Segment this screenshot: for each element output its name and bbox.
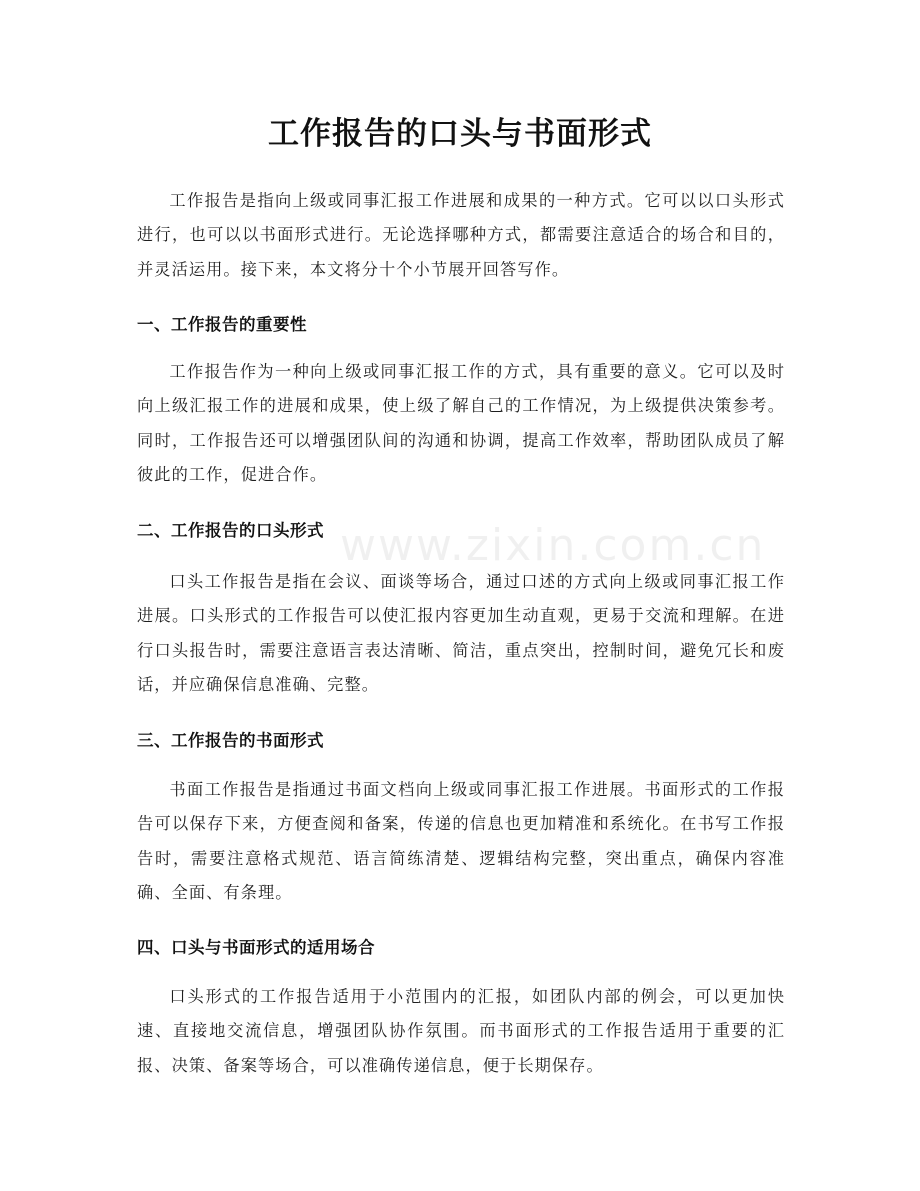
section-4-heading: 四、口头与书面形式的适用场合 bbox=[137, 938, 375, 957]
document-title: 工作报告的口头与书面形式 bbox=[268, 116, 652, 152]
watermark: www.zixin.com.cn bbox=[340, 520, 766, 571]
section-4-body: 口头形式的工作报告适用于小范围内的汇报，如团队内部的例会，可以更加快速、直接地交流信息，增强团队协作氛围。而书面形式的工作报告适用于重要的汇报、决策、备案等场合，可以准确传递信息，便于长期保存。 bbox=[137, 987, 785, 1075]
section-1-body: 工作报告作为一种向上级或同事汇报工作的方式，具有重要的意义。它可以及时向上级汇报工作的进展和成果，使上级了解自己的工作情况，为上级提供决策参考。同时，工作报告还可以增强团队间的沟通和协调，提高工作效率，帮助团队成员了解彼此的工作，促进合作。 bbox=[137, 362, 785, 484]
section-2-heading: 二、工作报告的口头形式 bbox=[137, 521, 324, 540]
intro-paragraph: 工作报告是指向上级或同事汇报工作进展和成果的一种方式。它可以以口头形式进行，也可以以书面形式进行。无论选择哪种方式，都需要注意适合的场合和目的，并灵活运用。接下来，本文将分十个小节展开回答写作。 bbox=[137, 191, 785, 279]
section-1-heading: 一、工作报告的重要性 bbox=[137, 315, 307, 334]
section-3-heading: 三、工作报告的书面形式 bbox=[137, 731, 324, 750]
section-3-body: 书面工作报告是指通过书面文档向上级或同事汇报工作进展。书面形式的工作报告可以保存下来，方便查阅和备案，传递的信息也更加精准和系统化。在书写工作报告时，需要注意格式规范、语言简练清楚、逻辑结构完整，突出重点，确保内容准确、全面、有条理。 bbox=[137, 780, 785, 902]
section-2-body: 口头工作报告是指在会议、面谈等场合，通过口述的方式向上级或同事汇报工作进展。口头形式的工作报告可以使汇报内容更加生动直观，更易于交流和理解。在进行口头报告时，需要注意语言表达清晰、简洁，重点突出，控制时间，避免冗长和废话，并应确保信息准确、完整。 bbox=[137, 572, 785, 694]
